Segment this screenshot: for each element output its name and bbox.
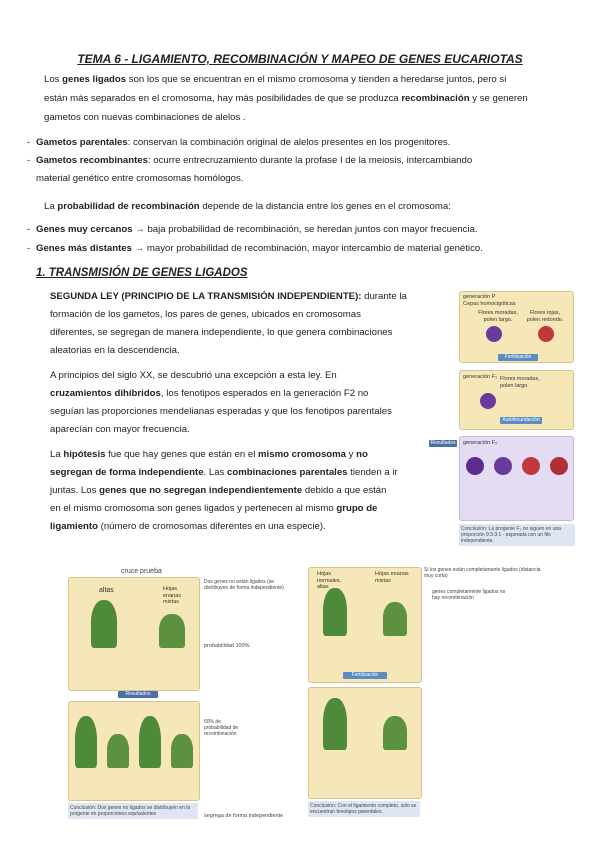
tomato2-parents-box: Hojas normales, altas Hojas enanas mixtas Fertilización <box>308 567 422 683</box>
dwarf-tomato-plant-icon <box>159 614 185 648</box>
selfing-bar: Autofecundación <box>500 417 542 424</box>
tomato1-parents-box: altas Hojas enanas mixtas <box>68 577 200 691</box>
intro-paragraph: Los genes ligados son los que se encuentran en el mismo cromosoma y tienden a heredarse juntos, pero si están más separados en el cromosoma, hay más posibilidades de que se produzca recombinación y se generen gametos con nuevas combinaciones de alelos . <box>44 74 528 123</box>
results-bar: Resultados <box>430 440 456 446</box>
tall-tomato-plant-icon <box>91 600 117 648</box>
f1-flower-icon <box>480 393 496 409</box>
f2-red-flower-1-icon <box>522 457 540 475</box>
tomato2-progeny-plant-1-icon <box>323 698 347 750</box>
generation-f1-box: generación F₁ Flores moradas, polen largo. Autofecundación <box>459 370 574 430</box>
purple-flower-icon <box>486 326 502 342</box>
tomato-cross-figure-1: cruce prueba altas Hojas enanas mixtas Dos genes no están ligados (se distribuyen de forma independiente) probabilidad 100% Resultados 50% de probabilidad de recombinación Conclusión: Dos genes no ligados se distribuyen en la progenie en proporciones equivalentes segrega de forma independiente <box>70 568 284 819</box>
generation-p-box: generación P Cepas homocigóticas Flores moradas, polen largo. Flores rojas, polen redondo. Fertilización <box>459 291 574 363</box>
prob-paragraph: La probabilidad de recombinación depende de la distancia entre los genes en el cromosoma: <box>44 201 451 212</box>
page-title: TEMA 6 - LIGAMIENTO, RECOMBINACIÓN Y MAPEO DE GENES EUCARIOTAS <box>77 52 523 66</box>
bullet-genes-distantes: - Genes más distantes → mayor probabilidad de recombinación, mayor intercambio de material genético. <box>27 243 483 254</box>
tomato1-results-bar: Resultados <box>118 691 158 698</box>
tomato2-dwarf-plant-icon <box>383 602 407 636</box>
tomato2-fertilization-bar: Fertilización <box>343 672 387 679</box>
generation-f2-box: generación F₂ <box>459 436 574 521</box>
progeny-plant-3-icon <box>139 716 161 768</box>
tomato2-tall-plant-icon <box>323 588 347 636</box>
tomato-cross-figure-2: Hojas normales, altas Hojas enanas mixtas Fertilización Si los genes están completamente ligados (distancia muy corta) genes completamente ligados no hay recombinación Conclusión: Con el ligamiento completo, solo se encuentran fenotipos parentales. <box>310 567 541 815</box>
exception-paragraph: A principios del siglo XX, se descubrió una excepción a esta ley. En cruzamientos dihíbridos, los fenotipos esperados en la generación F2 no seguían las proporciones mendelianas esperadas y que los fenotipos parentales aparecían con mayor frecuencia. <box>50 370 392 435</box>
tomato1-progeny-box <box>68 701 200 801</box>
fertilization-bar: Fertilización <box>498 354 538 361</box>
f2-purple-flower-1-icon <box>466 457 484 475</box>
f2-red-flower-2-icon <box>550 457 568 475</box>
red-flower-icon <box>538 326 554 342</box>
progeny-plant-4-icon <box>171 734 193 768</box>
f2-purple-flower-2-icon <box>494 457 512 475</box>
bullet-genes-cercanos: - Genes muy cercanos → baja probabilidad de recombinación, se heredan juntos con mayor frecuencia. <box>27 224 478 235</box>
flower-cross-figure <box>429 288 576 550</box>
section-heading: 1. TRANSMISIÓN DE GENES LIGADOS <box>36 267 248 279</box>
progeny-plant-1-icon <box>75 716 97 768</box>
bullet-gametos-parentales: - Gametos parentales: conservan la combinación original de alelos presentes en los progenitores. <box>27 137 451 148</box>
tomato2-f1-box <box>308 687 422 799</box>
flower-conclusion: Conclusión: La progenie F₂ no siguen en una proporción 9:3:3:1 - esperada con un filo independiente. <box>459 524 575 546</box>
law-paragraph: SEGUNDA LEY (PRINCIPIO DE LA TRANSMISIÓN INDEPENDIENTE): durante la formación de los gametos, los pares de genes, ubicados en cromosomas diferentes, se segregan de manera independiente, lo que genera combinaciones aleatorias en la descendencia. <box>50 291 407 356</box>
progeny-plant-2-icon <box>107 734 129 768</box>
hypothesis-paragraph: La hipótesis fue que hay genes que están en el mismo cromosoma y no segregan de forma independiente. Las combinaciones parentales tienden a ir juntas. Los genes que no segregan independientemente debido a que están en el mismo cromosoma son genes ligados y pertenecen al mismo grupo de ligamiento (número de cromosomas diferentes en una especie). <box>50 449 398 532</box>
bullet-gametos-recombinantes: - Gametos recombinantes: ocurre entrecruzamiento durante la profase I de la meiosis, intercambiando material genético entre cromosomas homólogos. <box>27 155 473 184</box>
tomato2-progeny-plant-2-icon <box>383 716 407 750</box>
